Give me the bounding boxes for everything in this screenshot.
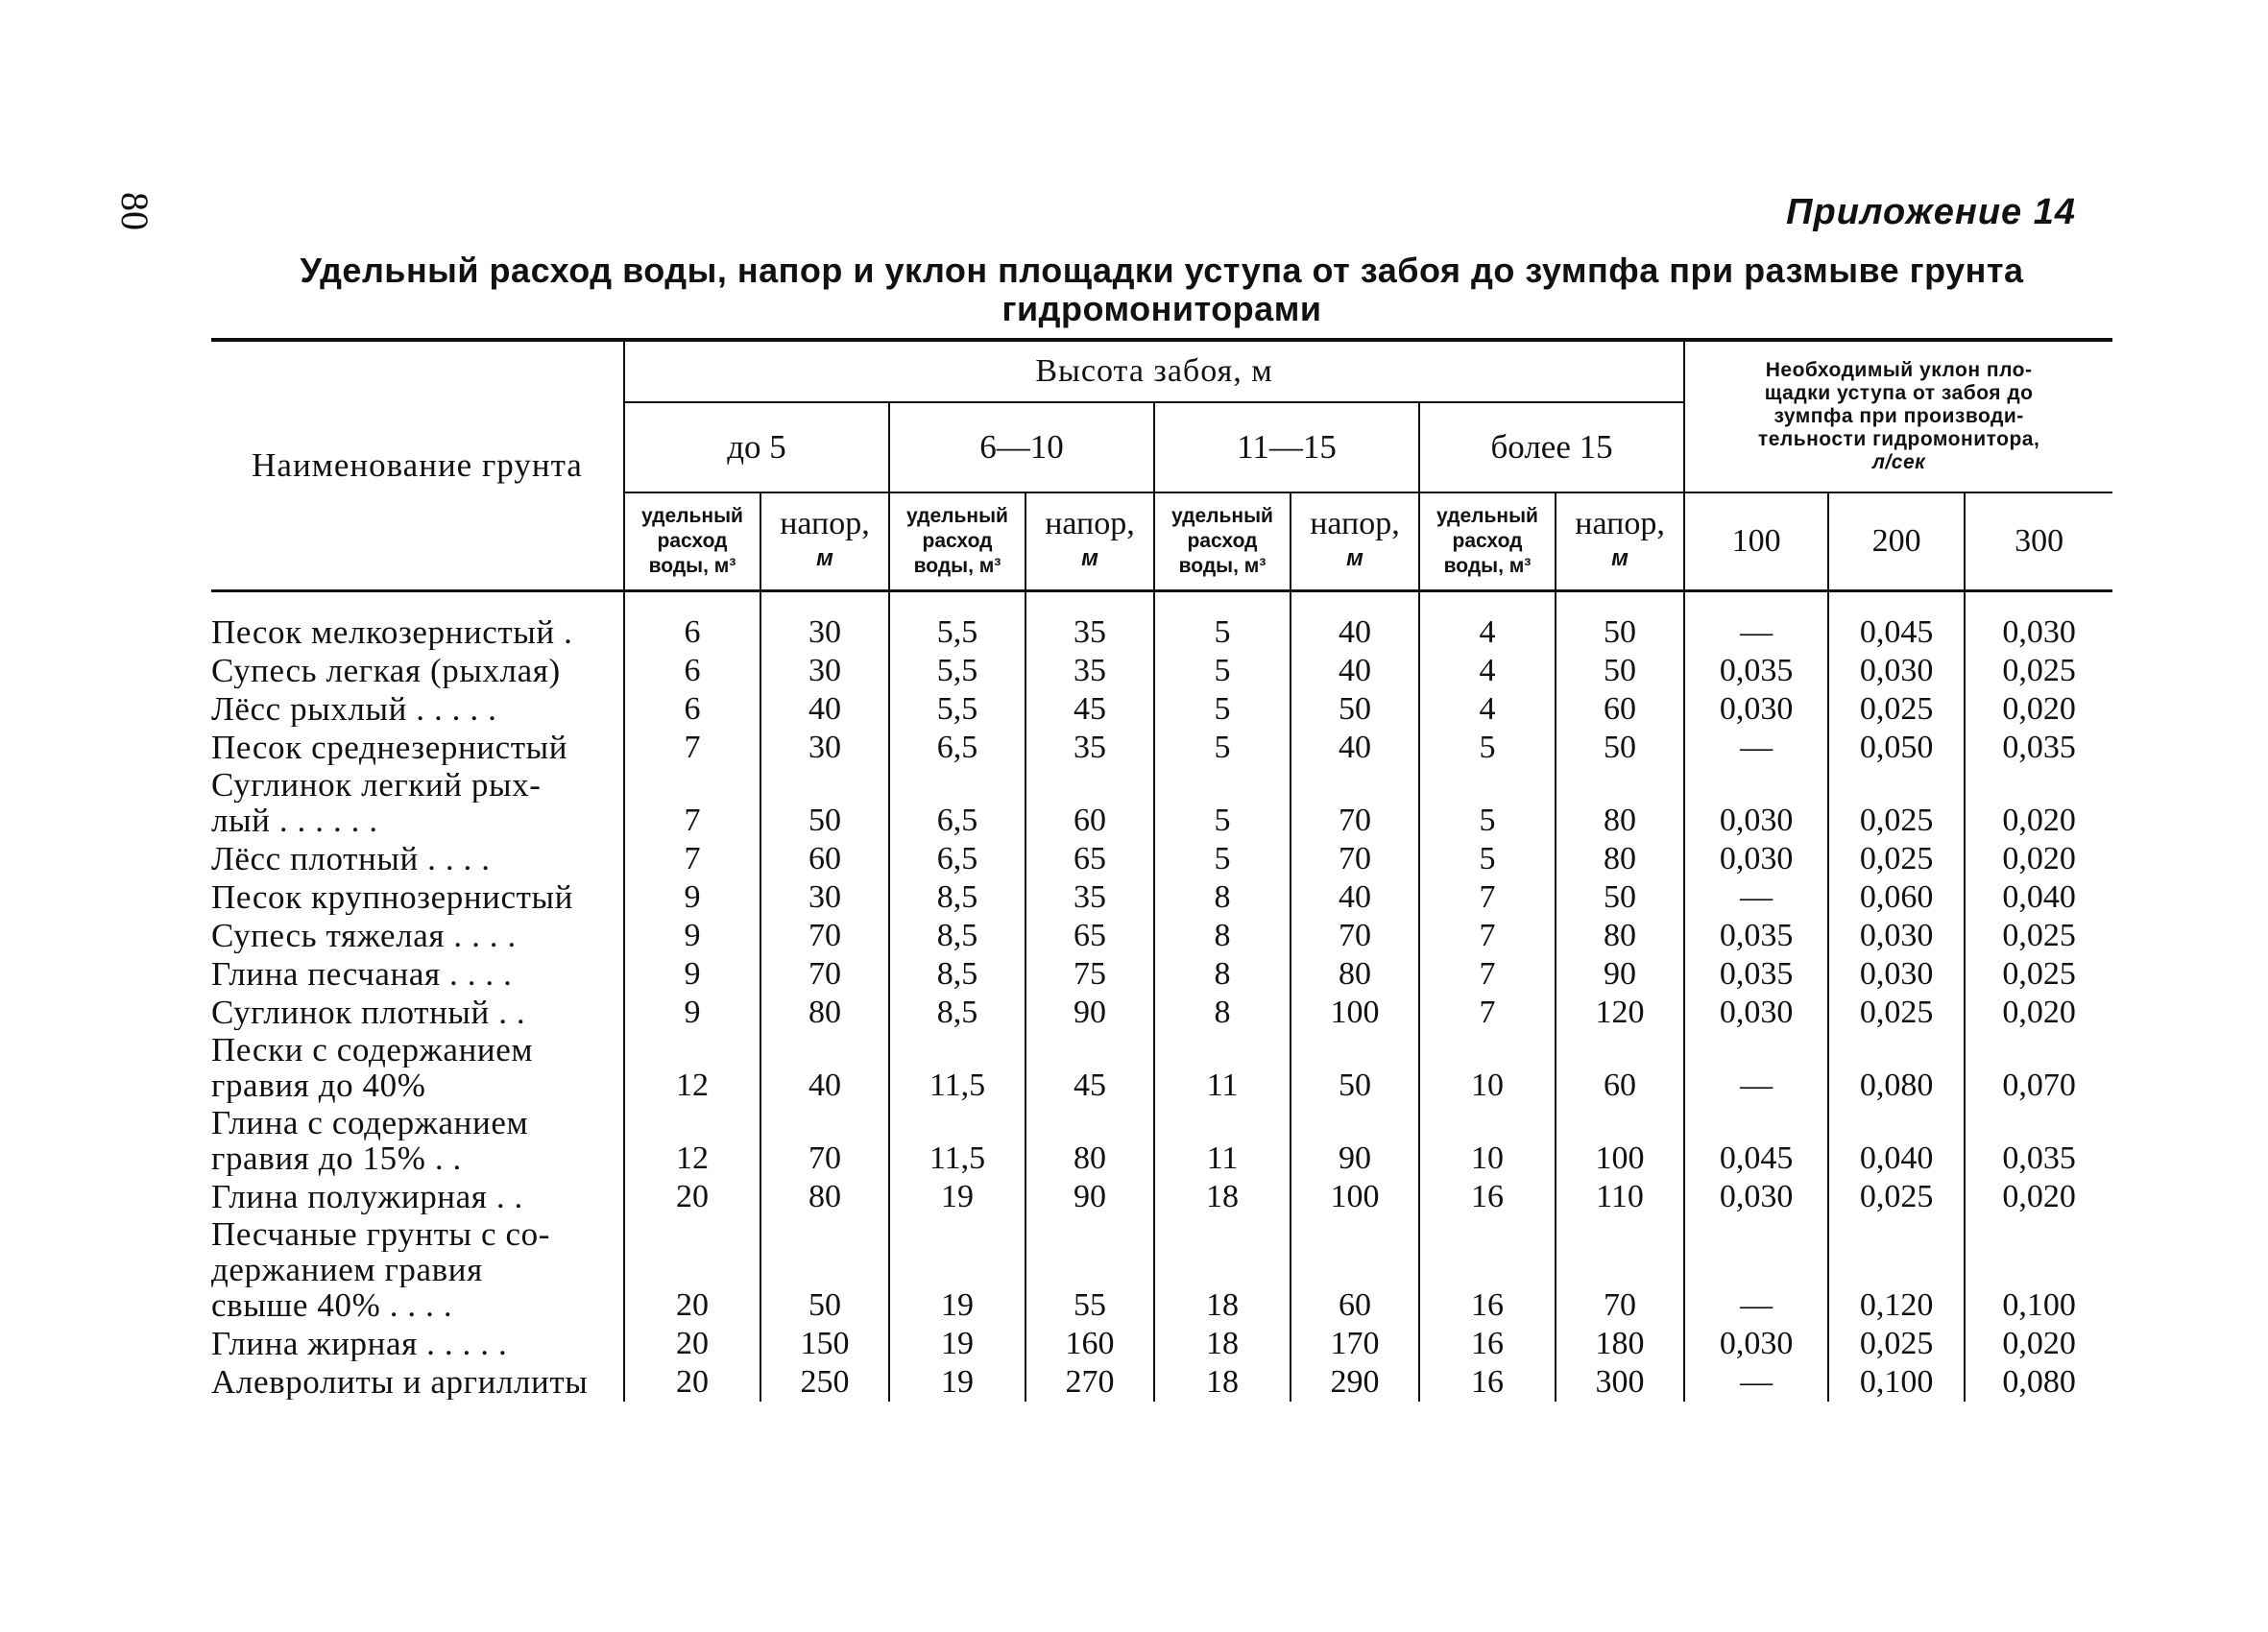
header-group-3: 11—15 [1154,402,1419,492]
soil-name-cell [211,767,624,840]
table-row [211,955,2112,994]
value-cell: 6,5 [889,729,1025,767]
value-cell: 0,035 [1684,917,1828,955]
value-cell: 8 [1154,917,1291,955]
header-pressure-label: напор, [780,506,870,541]
table-row [211,1105,2112,1178]
value-cell: 60 [1556,1032,1684,1105]
value-cell: 250 [760,1363,889,1402]
value-cell: 70 [1291,840,1419,878]
soil-name-line: лый . . . . . . [211,803,378,838]
value-cell: 7 [1419,878,1556,917]
value-cell: 6 [624,690,760,729]
value-cell: 12 [624,1105,760,1178]
header-pressure-unit: м [1081,545,1098,571]
value-cell: 0,020 [2002,841,2076,876]
value-cell: 5,5 [889,652,1025,690]
value-cell: 20 [624,1325,760,1363]
header-pressure [1025,492,1154,591]
soil-name-line: Глина жирная . . . . . [211,1326,508,1361]
value-cell: 0,040 [2002,879,2076,915]
value-cell: 12 [624,1032,760,1105]
header-specific-flow-line: удельный [1171,505,1273,527]
value-cell: 18 [1154,1178,1291,1216]
value-cell: 0,030 [2002,614,2076,650]
soil-name-line: гравия до 40% [211,1068,426,1103]
value-cell: 100 [1291,1178,1419,1216]
value-cell: 0,070 [2002,1068,2076,1103]
value-cell: 0,035 [2002,1140,2076,1176]
value-cell: 50 [1556,591,1684,653]
value-cell: 5,5 [889,690,1025,729]
value-cell: 90 [1025,1178,1154,1216]
value-cell: 4 [1419,690,1556,729]
header-pressure-label: напор, [1575,506,1665,541]
value-cell: 55 [1025,1216,1154,1325]
value-cell: 30 [760,591,889,653]
data-table-wrapper [211,338,2112,1402]
value-cell: 0,020 [2002,691,2076,727]
value-cell: 0,060 [1828,878,1965,917]
value-cell: 30 [760,878,889,917]
soil-name-cell [211,729,624,767]
header-performance-2: 300 [1965,492,2112,591]
value-cell: 16 [1419,1216,1556,1325]
soil-name-cell [211,955,624,994]
table-title [221,252,2103,328]
value-cell: 10 [1419,1032,1556,1105]
value-cell: 9 [624,917,760,955]
value-cell: 5 [1154,840,1291,878]
header-specific-flow-line: расход [1452,530,1523,552]
soil-name-cell [211,1325,624,1363]
value-cell: 120 [1556,994,1684,1032]
table-row [211,878,2112,917]
soil-name-line: держанием гравия [211,1252,483,1287]
value-cell: 7 [1419,994,1556,1032]
soil-name-cell [211,1105,624,1178]
value-cell: 60 [1556,690,1684,729]
value-cell: 8,5 [889,955,1025,994]
header-pressure-unit: м [816,545,833,571]
header-specific-flow-line: воды, м³ [1178,555,1267,577]
value-cell: 0,100 [1828,1363,1965,1402]
value-cell: 20 [624,1363,760,1402]
value-cell: 0,035 [1684,955,1828,994]
header-group-4: более 15 [1419,402,1684,492]
value-cell: 0,025 [1828,840,1965,878]
header-specific-flow [1154,492,1291,591]
value-cell: — [1684,878,1828,917]
value-cell: 19 [889,1216,1025,1325]
value-cell: 70 [1291,917,1419,955]
soil-name-line: Лёсс плотный . . . . [211,841,491,876]
value-cell: 50 [760,1216,889,1325]
value-cell: 0,045 [1684,1105,1828,1178]
title-line-1: Удельный расход воды, напор и уклон площадки уступа от забоя до зумпфа при размыве грунта [300,251,2024,290]
value-cell: 20 [624,1216,760,1325]
value-cell: 0,120 [1828,1216,1965,1325]
value-cell: 11 [1154,1032,1291,1105]
header-pressure [1556,492,1684,591]
value-cell: 60 [1291,1216,1419,1325]
value-cell: 40 [760,690,889,729]
slope-line-4: тельности гидромонитора, [1757,428,2040,450]
value-cell: 40 [760,1032,889,1105]
header-pressure-unit: м [1611,545,1629,571]
header-pressure-unit: м [1346,545,1363,571]
header-specific-flow-line: удельный [641,505,743,527]
value-cell: 50 [1556,878,1684,917]
value-cell: 80 [1025,1105,1154,1178]
soil-name-line: Пески с содержанием [211,1032,534,1068]
value-cell: 30 [760,652,889,690]
value-cell: 50 [1291,1032,1419,1105]
value-cell: 6,5 [889,767,1025,840]
value-cell: 8 [1154,994,1291,1032]
soil-name-cell [211,994,624,1032]
value-cell: 7 [624,729,760,767]
value-cell: 0,025 [1828,1178,1965,1216]
slope-line-5: л/сек [1871,451,1926,473]
header-specific-flow-line: воды, м³ [648,555,736,577]
value-cell: 0,020 [2002,1326,2076,1361]
value-cell: 35 [1025,729,1154,767]
value-cell: 20 [624,1178,760,1216]
value-cell: 19 [889,1178,1025,1216]
value-cell: 100 [1556,1105,1684,1178]
slope-line-2: щадки уступа от забоя до [1764,382,2034,404]
value-cell: 40 [1291,729,1419,767]
value-cell: 35 [1025,878,1154,917]
soil-name-cell [211,1363,624,1402]
soil-name-cell [211,917,624,955]
value-cell: 35 [1025,591,1154,653]
value-cell: 8 [1154,955,1291,994]
value-cell: 5 [1154,767,1291,840]
soil-name-line: Глина полужирная . . [211,1179,523,1214]
header-specific-flow-line: расход [1187,530,1258,552]
value-cell: 290 [1291,1363,1419,1402]
value-cell: 8 [1154,878,1291,917]
value-cell: 8,5 [889,878,1025,917]
value-cell: 0,035 [1684,652,1828,690]
table-row [211,917,2112,955]
value-cell: 9 [624,994,760,1032]
value-cell: 0,080 [1828,1032,1965,1105]
value-cell: 80 [1291,955,1419,994]
value-cell: 100 [1291,994,1419,1032]
header-specific-flow-line: воды, м³ [913,555,1001,577]
value-cell: 70 [760,1105,889,1178]
value-cell: 80 [1556,917,1684,955]
value-cell: 90 [1025,994,1154,1032]
value-cell: — [1684,1032,1828,1105]
table-row [211,994,2112,1032]
soil-name-cell [211,840,624,878]
soil-name-line: Суглинок плотный . . [211,995,526,1030]
header-specific-flow [889,492,1025,591]
header-specific-flow [1419,492,1556,591]
table-row [211,591,2112,653]
value-cell: 7 [624,840,760,878]
value-cell: 0,030 [1684,767,1828,840]
value-cell: 0,020 [2002,995,2076,1030]
value-cell: 16 [1419,1363,1556,1402]
value-cell: 0,100 [2002,1287,2076,1323]
value-cell: 0,030 [1684,690,1828,729]
value-cell: 16 [1419,1325,1556,1363]
soil-name-line: Супесь легкая (рыхлая) [211,653,561,688]
value-cell: — [1684,1216,1828,1325]
soil-name-cell [211,591,624,653]
value-cell: 11,5 [889,1105,1025,1178]
value-cell: 8,5 [889,994,1025,1032]
header-pressure [760,492,889,591]
value-cell: — [1684,591,1828,653]
value-cell: 5,5 [889,591,1025,653]
value-cell: 5 [1154,690,1291,729]
value-cell: 5 [1419,840,1556,878]
value-cell: 270 [1025,1363,1154,1402]
value-cell: 80 [1556,840,1684,878]
soil-name-cell [211,1216,624,1325]
soil-name-line: Глина песчаная . . . . [211,956,513,992]
value-cell: 0,025 [1828,1325,1965,1363]
value-cell: 5 [1419,767,1556,840]
value-cell: 150 [760,1325,889,1363]
table-row [211,1216,2112,1325]
soil-name-line: Лёсс рыхлый . . . . . [211,691,497,727]
soil-name-cell [211,652,624,690]
soil-name-cell [211,878,624,917]
title-line-2: гидромониторами [1001,289,1322,328]
page-number: 80 [113,192,157,230]
value-cell: 5 [1154,729,1291,767]
header-specific-flow-line: удельный [1436,505,1538,527]
value-cell: 10 [1419,1105,1556,1178]
value-cell: 300 [1556,1363,1684,1402]
value-cell: 18 [1154,1363,1291,1402]
header-group-1: до 5 [624,402,889,492]
value-cell: 70 [760,955,889,994]
value-cell: 16 [1419,1178,1556,1216]
appendix-label: Приложение 14 [1786,192,2076,232]
header-face-height: Высота забоя, м [624,340,1684,402]
header-performance-1: 200 [1828,492,1965,591]
table-row [211,729,2112,767]
value-cell: 0,035 [2002,730,2076,765]
slope-line-3: зумпфа при производи- [1773,405,2024,427]
header-specific-flow-line: воды, м³ [1443,555,1532,577]
value-cell: 18 [1154,1325,1291,1363]
value-cell: 0,030 [1828,955,1965,994]
header-specific-flow-line: удельный [906,505,1008,527]
value-cell: 5 [1154,652,1291,690]
value-cell: 19 [889,1363,1025,1402]
value-cell: 7 [1419,955,1556,994]
soil-name-line: Алевролиты и аргиллиты [211,1364,589,1400]
value-cell: 40 [1291,591,1419,653]
header-soil-name: Наименование грунта [211,340,624,591]
header-pressure-label: напор, [1045,506,1135,541]
value-cell: 0,080 [2002,1364,2076,1400]
value-cell: 7 [1419,917,1556,955]
value-cell: 19 [889,1325,1025,1363]
soil-name-line: Песок мелкозернистый . [211,614,573,650]
value-cell: 80 [760,1178,889,1216]
value-cell: 0,030 [1684,1325,1828,1363]
soil-name-line: Супесь тяжелая . . . . [211,918,517,953]
value-cell: 50 [760,767,889,840]
value-cell: 0,020 [2002,803,2076,838]
value-cell: 0,025 [1828,994,1965,1032]
value-cell: 80 [1556,767,1684,840]
value-cell: 0,030 [1828,652,1965,690]
value-cell: 70 [1556,1216,1684,1325]
value-cell: 45 [1025,1032,1154,1105]
value-cell: 5 [1154,591,1291,653]
value-cell: 0,020 [2002,1179,2076,1214]
value-cell: 90 [1291,1105,1419,1178]
value-cell: 80 [760,994,889,1032]
table-row [211,1325,2112,1363]
value-cell: 0,025 [2002,956,2076,992]
value-cell: 5 [1419,729,1556,767]
table-row [211,1363,2112,1402]
value-cell: 8,5 [889,917,1025,955]
soil-name-line: Суглинок легкий рых- [211,767,542,803]
value-cell: 0,025 [2002,653,2076,688]
value-cell: 70 [760,917,889,955]
value-cell: 9 [624,878,760,917]
value-cell: 50 [1556,652,1684,690]
value-cell: 0,030 [1684,840,1828,878]
value-cell: 6,5 [889,840,1025,878]
table-row [211,840,2112,878]
value-cell: 65 [1025,917,1154,955]
value-cell: 0,025 [1828,767,1965,840]
value-cell: 160 [1025,1325,1154,1363]
value-cell: — [1684,1363,1828,1402]
value-cell: 7 [624,767,760,840]
header-slope [1684,340,2112,492]
value-cell: 0,030 [1684,994,1828,1032]
value-cell: 110 [1556,1178,1684,1216]
header-specific-flow-line: расход [922,530,993,552]
header-pressure-label: напор, [1310,506,1400,541]
value-cell: 65 [1025,840,1154,878]
value-cell: 18 [1154,1216,1291,1325]
value-cell: 90 [1556,955,1684,994]
value-cell: 0,025 [2002,918,2076,953]
table-header [211,340,2112,591]
value-cell: 4 [1419,652,1556,690]
table-body [211,591,2112,1403]
value-cell: 70 [1291,767,1419,840]
value-cell: 75 [1025,955,1154,994]
value-cell: 180 [1556,1325,1684,1363]
data-table [211,338,2112,1402]
value-cell: 11 [1154,1105,1291,1178]
table-row [211,1032,2112,1105]
header-pressure [1291,492,1419,591]
value-cell: 6 [624,591,760,653]
header-group-2: 6—10 [889,402,1154,492]
soil-name-line: Песчаные грунты с со- [211,1216,550,1252]
value-cell: 6 [624,652,760,690]
soil-name-line: Песок крупнозернистый [211,879,573,915]
value-cell: 0,045 [1828,591,1965,653]
value-cell: 45 [1025,690,1154,729]
soil-name-cell [211,690,624,729]
soil-name-line: гравия до 15% . . [211,1140,462,1176]
value-cell: 9 [624,955,760,994]
value-cell: 0,025 [1828,690,1965,729]
table-row [211,767,2112,840]
header-specific-flow [624,492,760,591]
slope-line-1: Необходимый уклон пло- [1765,359,2033,381]
soil-name-line: свыше 40% . . . . [211,1287,453,1323]
value-cell: 0,040 [1828,1105,1965,1178]
value-cell: 4 [1419,591,1556,653]
value-cell: 60 [760,840,889,878]
header-specific-flow-line: расход [657,530,728,552]
soil-name-cell [211,1032,624,1105]
value-cell: 50 [1556,729,1684,767]
value-cell: 11,5 [889,1032,1025,1105]
header-performance-0: 100 [1684,492,1828,591]
value-cell: 0,030 [1828,917,1965,955]
value-cell: 170 [1291,1325,1419,1363]
value-cell: 50 [1291,690,1419,729]
value-cell: 35 [1025,652,1154,690]
value-cell: 60 [1025,767,1154,840]
value-cell: 40 [1291,652,1419,690]
table-row [211,690,2112,729]
value-cell: 0,030 [1684,1178,1828,1216]
soil-name-line: Песок среднезернистый [211,730,568,765]
value-cell: 30 [760,729,889,767]
value-cell: — [1684,729,1828,767]
soil-name-cell [211,1178,624,1216]
soil-name-line: Глина с содержанием [211,1105,529,1140]
table-row [211,652,2112,690]
table-row [211,1178,2112,1216]
value-cell: 40 [1291,878,1419,917]
value-cell: 0,050 [1828,729,1965,767]
